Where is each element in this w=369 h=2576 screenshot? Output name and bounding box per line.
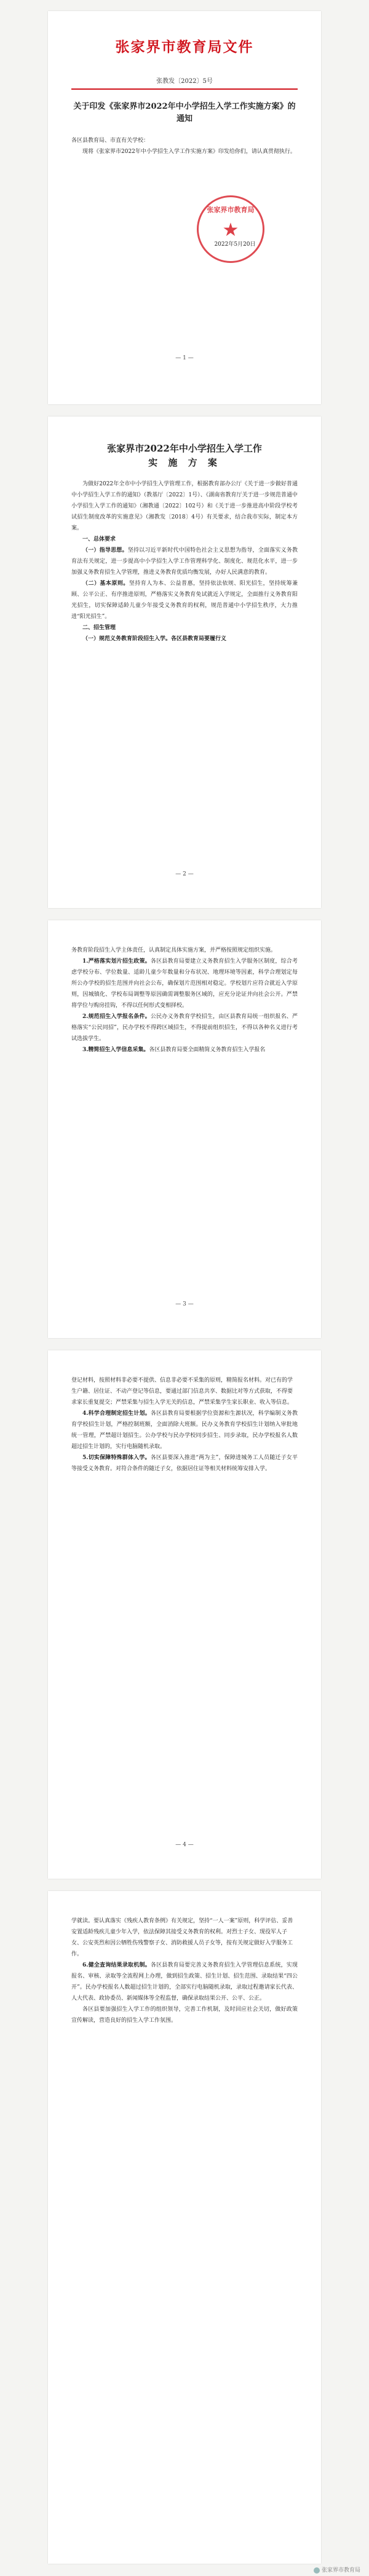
plan-label: 4.科学合理制定招生计划。 [82, 1411, 151, 1417]
star-icon: ★ [222, 219, 239, 241]
intro-paragraph: 为做好2022年全市中小学招生入学管理工作，根据教育部办公厅《关于进一步做好普通中小学招生入学工作的通知》（教基厅〔2022〕1号）、《湖南省教育厅关于进一步规范普通中小学招生入学工作的通知》（湘教通〔2022〕102号）和《关于进一步推进高中阶段学校考试招生制度改革的实施意见》（湘教发〔2018〕4号）有关要求，结合我市实际，制定本方案。 [71, 481, 298, 531]
special-paragraph [71, 1452, 298, 1474]
watermark-text: 张家界市教育局 [321, 2567, 360, 2574]
page-number: — 1 — [175, 355, 194, 361]
register-text: 公民办义务教育学校招生，由区县教育局统一组织报名、严格落实“公民同招”，民办学校不得跨区域招生，不得提前组织招生，不得以各种名义进行考试选拔学生。 [71, 1014, 298, 1042]
reform-text: 各区县教育局要完善义务教育招生入学管理信息系统，实现报名、审核、录取等全流程网上办理，做到招生政策、招生计划、招生范围、录取结果“四公开”。民办学校报名人数超过招生计划的，全部实行电脑随机录取，录取过程邀请家长代表、人大代表、政协委员、新闻媒体等全程监督，确保录取结果公开、公平、公正。 [71, 1962, 298, 2002]
document-page-1 [48, 11, 321, 404]
zone-paragraph [71, 956, 298, 1011]
addressee: 各区县教育局、市直有关学校： [71, 138, 149, 144]
section-heading: 二、招生管理 [82, 625, 116, 631]
register-label: 2.规范招生入学报名条件。 [82, 1014, 151, 1020]
notice-title: 关于印发《张家界市2022年中小学招生入学工作实施方案》的通知 [73, 102, 296, 123]
page-number: — 4 — [175, 1842, 194, 1848]
plan-paragraph [71, 1408, 298, 1452]
official-seal [197, 195, 264, 263]
guiding-text: 坚持以习近平新时代中国特色社会主义思想为指导，全面落实义务教育法有关规定，进一步提高中小学招生入学工作管理科学化、制度化、规范化水平，进一步加强义务教育招生入学管理，推进义务教育优质均衡发展，办好人民满意的教育。 [71, 547, 298, 576]
special-text: 各区县要深入推进“两为主”，保障进城务工人员随迁子女平等接受义务教育。对符合条件的随迁子女，依据居住证等相关材料统筹安排入学。 [71, 1455, 298, 1472]
watermark [314, 2566, 360, 2574]
principle-paragraph [71, 578, 298, 622]
account-icon [314, 2567, 320, 2574]
page-number: — 3 — [175, 1301, 194, 1307]
subsection-heading: （一）规范义务教育阶段招生入学。各区县教育局要履行义 [82, 636, 227, 642]
zone-text: 各区县教育局要建立义务教育招生入学服务区制度，综合考虑学校分布、学位数量、适龄儿童少年数量和分布状况、地理环境等因素，科学合理划定每所公办学校的招生范围并向社会公布，确保划片范围相对稳定。学校划片应符合就近入学原则，因城镇化、学校布局调整等原因确需调整服务区域的，应充分论证并向社会公开。严禁将学位与购房挂钩，不得以任何形式变相择校。 [71, 958, 298, 1009]
seal-text: 张家界市教育局 [207, 206, 255, 214]
reform-label: 6.健全查询结果录取机制。 [82, 1962, 151, 1968]
document-header-title: 张家界市教育局文件 [115, 39, 254, 55]
continued-paragraph: 务教育阶段招生入学主体责任，认真制定具体实施方案，并严格按照规定组织实施。 [71, 947, 277, 953]
info-label: 3.精简招生入学信息采集。 [82, 1047, 149, 1053]
document-page-2 [48, 417, 321, 908]
continued-paragraph: 登记材料，按照材料非必要不提供、信息非必要不采集的原则，精简报名材料。对已有的学生户籍、居住证、不动产登记等信息，要通过部门信息共享、数据比对等方式获取，不得要求家长重复提交；严禁采集与招生入学无关的信息，严禁采集学生家长职业、收入等信息。 [71, 1377, 293, 1406]
principle-label: （二）基本原则。 [82, 581, 129, 587]
info-text: 各区县教育局要全面精简义务教育招生入学报名 [149, 1047, 266, 1053]
register-paragraph [71, 1011, 298, 1044]
special-label: 5.切实保障特殊群体入学。 [82, 1455, 151, 1461]
document-page-3 [48, 920, 321, 1338]
plan-title: 张家界市2022年中小学招生入学工作 [107, 443, 262, 454]
document-page-4 [48, 1350, 321, 1879]
plan-subtitle: 实 施 方 案 [148, 457, 221, 468]
page-number: — 2 — [175, 871, 194, 877]
zone-label: 1.严格落实划片招生政策。 [82, 958, 151, 965]
document-number: 张教发〔2022〕5号 [156, 78, 213, 85]
continued-paragraph: 学就读。要认真落实《残疾人教育条例》有关规定，坚持“一人一案”原则，科学评估、妥善安置适龄残疾儿童少年入学，依法保障其接受义务教育的权利。对烈士子女、现役军人子女、公安英烈和因公牺牲伤残警察子女、消防救援人员子女等，按有关规定做好入学服务工作。 [71, 1918, 293, 1957]
notice-body: 现将《张家界市2022年中小学招生入学工作实施方案》印发给你们，请认真贯彻执行。 [82, 149, 296, 155]
principle-text: 坚持育人为本、公益普惠，坚持依法依规、阳光招生，坚持统筹兼顾、公平公正、有序推进原则，严格落实义务教育免试就近入学规定，全面推行义务教育阳光招生，切实保障适龄儿童少年接受义务教育的权利，规范普通中小学招生秩序，大力推进“阳光招生”。 [71, 581, 298, 620]
plan-text: 各区县教育局要根据学位资源和生源状况，科学编制义务教育学校招生计划，严格控制班额，全面消除大班额。民办义务教育学校招生计划纳入审批地统一管理，严禁超计划招生。公办学校与民办学校同步招生、同步录取，民办学校报名人数超过招生计划的，实行电脑随机录取。 [71, 1411, 298, 1450]
signature-block [186, 195, 284, 275]
section-heading: 一、总体要求 [82, 536, 116, 542]
red-divider [71, 88, 298, 90]
next-paragraph: 各区县要加强招生入学工作的组织领导，完善工作机制，及时回应社会关切，做好政策宣传解读，营造良好的招生入学工作氛围。 [71, 2006, 298, 2024]
guiding-label: （一）指导思想。 [82, 547, 128, 554]
guiding-paragraph [71, 545, 298, 578]
reform-paragraph [71, 1960, 298, 2004]
info-paragraph [71, 1044, 298, 1055]
sign-date: 2022年5月20日 [214, 241, 256, 248]
document-page-5 [48, 1891, 321, 2564]
